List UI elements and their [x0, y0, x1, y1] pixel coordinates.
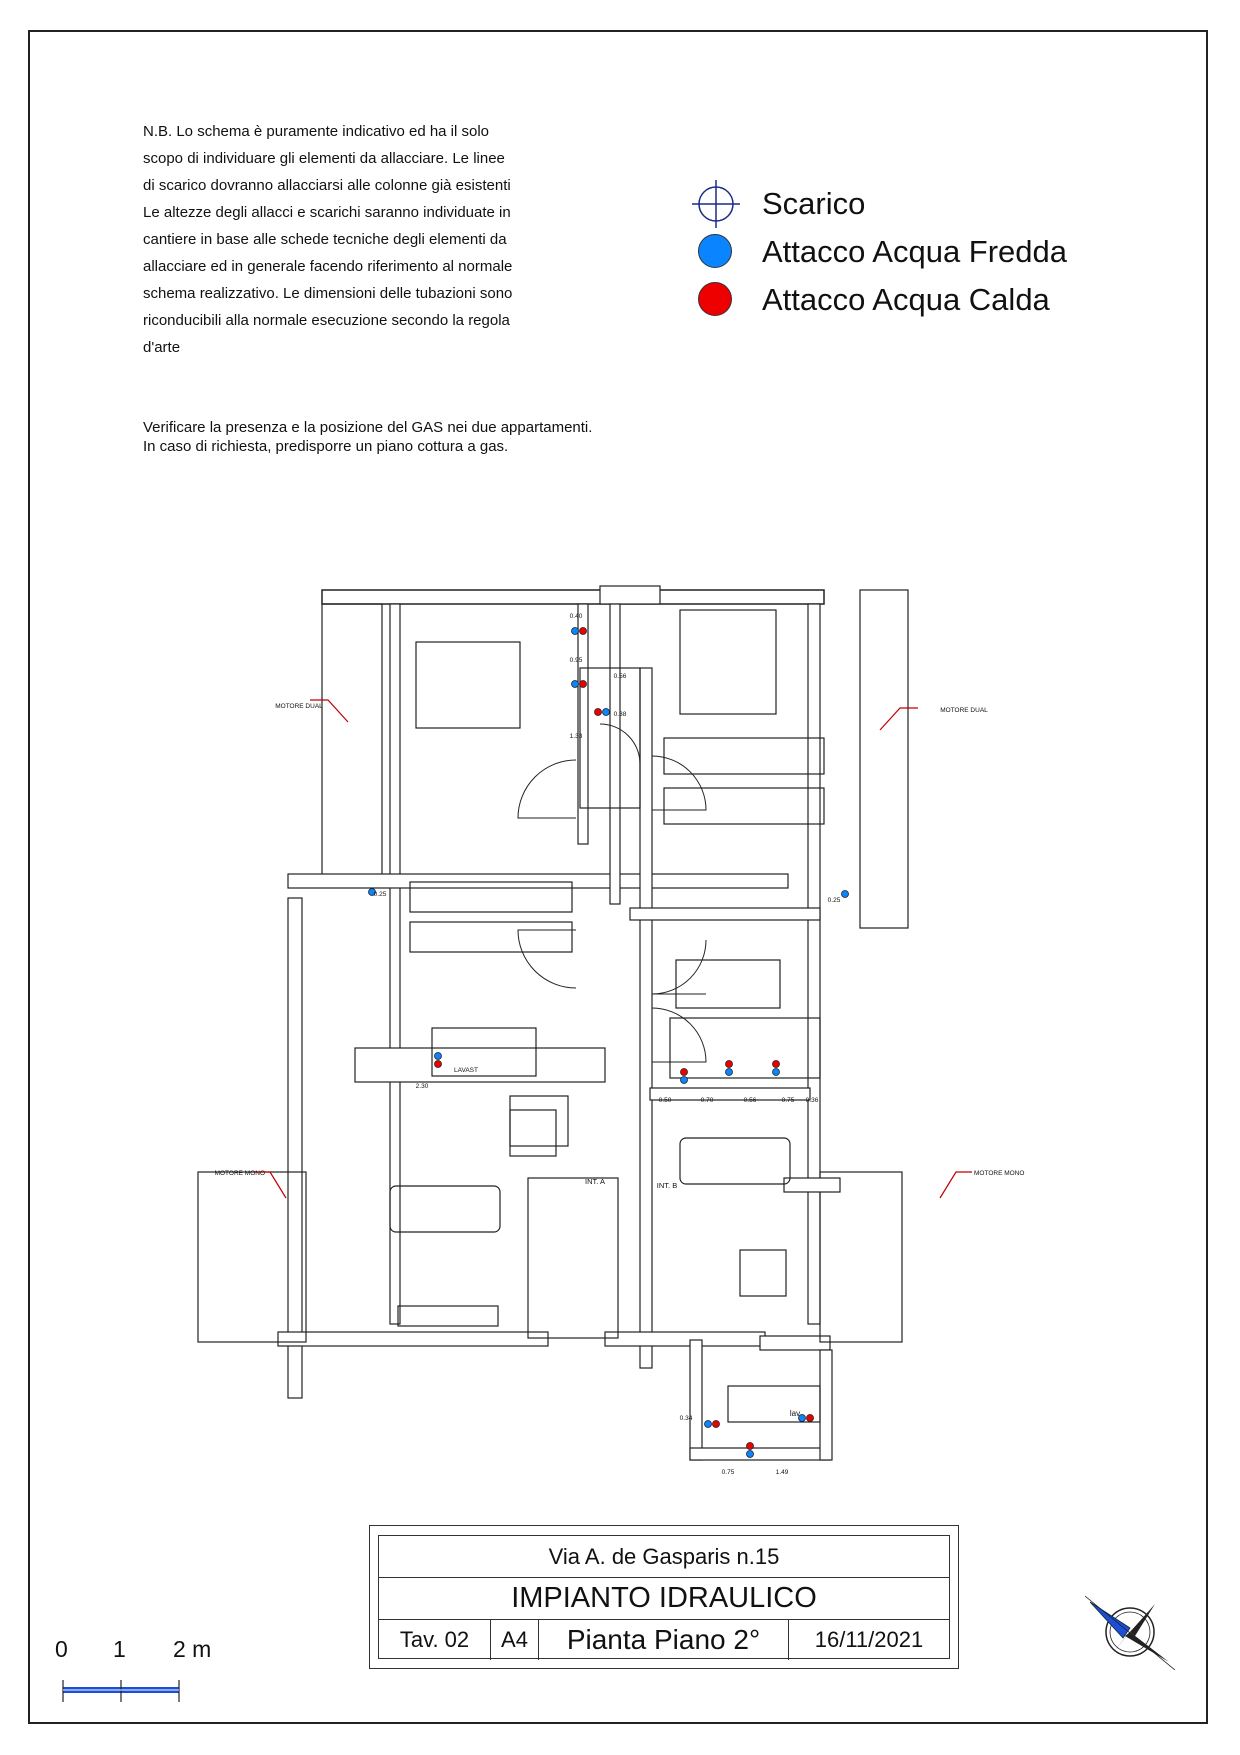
wall	[288, 874, 788, 888]
wardrobe	[664, 788, 824, 824]
dimension-label: 0.38	[613, 711, 627, 718]
wall	[784, 1178, 840, 1192]
dimension-label: 0.25	[373, 891, 387, 898]
tv-unit	[398, 1306, 498, 1326]
door-swing	[518, 930, 576, 988]
title-block-date: 16/11/2021	[814, 1627, 924, 1652]
hot-water-point	[435, 1061, 442, 1068]
double-bed	[416, 642, 520, 728]
dimension-label: 2.30	[415, 1083, 429, 1090]
dimension-label: 0.56	[743, 1097, 757, 1104]
wall	[322, 590, 824, 604]
scale-label-0: 0	[55, 1636, 68, 1662]
hot-water-point	[807, 1415, 814, 1422]
dimension-label: 1.49	[775, 1469, 789, 1476]
dimension-label: 0.40	[569, 613, 583, 620]
cold-water-dot-icon	[692, 228, 740, 276]
wall	[690, 1448, 830, 1460]
single-bed	[676, 960, 780, 1008]
wall	[288, 898, 302, 1398]
title-block-info-row	[379, 1620, 949, 1660]
label-motore-mono-right: MOTORE MONO	[974, 1170, 1025, 1177]
title-block-address: Via A. de Gasparis n.15	[379, 1536, 949, 1578]
legend	[692, 180, 1067, 324]
scale-label-1: 1	[113, 1636, 126, 1662]
balcony	[860, 590, 908, 928]
wall	[820, 1350, 832, 1460]
door-swing	[652, 940, 706, 994]
hot-water-point	[726, 1061, 733, 1068]
cold-water-point	[572, 681, 579, 688]
hot-water-point	[713, 1421, 720, 1428]
wall	[805, 604, 820, 1324]
technical-note	[143, 118, 563, 361]
cold-water-point	[705, 1421, 712, 1428]
door-swing	[518, 760, 576, 818]
double-bed	[680, 610, 776, 714]
hot-water-dot-icon	[692, 276, 740, 324]
hot-water-point	[580, 681, 587, 688]
cold-water-point	[572, 628, 579, 635]
note-line: cantiere in base alle schede tecniche degli elementi da	[143, 231, 507, 248]
label-int-a: INT. A	[584, 1177, 606, 1186]
dimension-label: 1.33	[569, 733, 583, 740]
label-motore-dual-right: MOTORE DUAL	[940, 707, 988, 714]
wall	[630, 908, 820, 920]
floor-plan	[180, 578, 1040, 1508]
note-line: N.B. Lo schema è puramente indicativo ed ha il solo	[143, 123, 490, 140]
title-block-title: IMPIANTO IDRAULICO	[379, 1578, 949, 1620]
door-swing	[652, 1008, 706, 1062]
sofa	[390, 1186, 500, 1232]
note-line: allacciare ed in generale facendo riferimento al normale	[143, 258, 513, 275]
hot-water-point	[681, 1069, 688, 1076]
drain-crosshair-icon	[692, 180, 740, 228]
note-line: di scarico dovranno allacciarsi alle colonne già esistenti	[143, 177, 511, 194]
scale-label-2m: 2 m	[173, 1636, 212, 1662]
note-line: d'arte	[143, 339, 181, 356]
kitchen-counter	[728, 1386, 820, 1422]
dimension-label: 0.34	[679, 1415, 693, 1422]
dimension-label: 0.95	[569, 657, 583, 664]
sofa	[680, 1138, 790, 1184]
wardrobe	[664, 738, 824, 774]
dimension-label: 0.56	[613, 673, 627, 680]
wall	[390, 604, 400, 1324]
wall	[278, 1332, 548, 1346]
hot-water-point	[580, 628, 587, 635]
cold-water-point	[773, 1069, 780, 1076]
label-lavast: LAVAST	[454, 1067, 478, 1074]
dimension-label: 0.75	[781, 1097, 795, 1104]
dining-table	[740, 1250, 786, 1296]
compass-rose-icon	[1085, 1590, 1175, 1670]
balcony	[322, 604, 382, 876]
wardrobe	[410, 922, 572, 952]
balcony	[820, 1172, 902, 1342]
entrance-hall	[528, 1178, 618, 1338]
door-swing	[652, 756, 706, 810]
note-line: Le altezze degli allacci e scarichi saranno individuate in	[143, 204, 511, 221]
title-block-tav: Tav. 02	[379, 1620, 491, 1660]
kitchen-counter	[355, 1048, 605, 1082]
legend-label-hot-water: Attacco Acqua Calda	[762, 282, 1050, 317]
wall	[690, 1340, 702, 1460]
hot-water-point	[747, 1443, 754, 1450]
cold-water-point	[681, 1077, 688, 1084]
legend-item-scarico	[692, 180, 1067, 228]
note-line: scopo di individuare gli elementi da allacciare. Le linee	[143, 150, 505, 167]
title-block-format: A4	[491, 1620, 539, 1660]
dimension-label: 0.75	[721, 1469, 735, 1476]
dimension-label: 0.36	[805, 1097, 819, 1104]
wall	[610, 604, 620, 904]
legend-item-cold-water	[692, 228, 1067, 276]
cold-water-point	[842, 891, 849, 898]
label-int-b: INT. B	[656, 1181, 678, 1190]
cold-water-point	[747, 1451, 754, 1458]
gas-note-line-1: Verificare la presenza e la posizione del GAS nei due appartamenti.	[143, 419, 593, 436]
wall	[510, 1096, 568, 1146]
legend-item-hot-water	[692, 276, 1067, 324]
note-line: schema realizzativo. Le dimensioni delle tubazioni sono	[143, 285, 513, 302]
label-motore-mono-left: MOTORE MONO	[214, 1170, 265, 1177]
dimension-label: 0.25	[827, 897, 841, 904]
cold-water-point	[726, 1069, 733, 1076]
scale-bar	[55, 1636, 255, 1706]
wall	[640, 668, 652, 1368]
legend-label-cold-water: Attacco Acqua Fredda	[762, 234, 1068, 269]
leader-line	[940, 1172, 972, 1198]
cold-water-dot	[698, 234, 732, 268]
dimension-label: 0.50	[658, 1097, 672, 1104]
leader-line	[880, 708, 918, 730]
hot-water-point	[595, 709, 602, 716]
hot-water-dot	[698, 282, 732, 316]
title-block-subject: Pianta Piano 2°	[539, 1620, 789, 1660]
wall	[605, 1332, 765, 1346]
scale-bar-graphic	[55, 1680, 185, 1702]
title-block	[369, 1525, 959, 1669]
note-line: riconducibili alla normale esecuzione secondo la regola	[143, 312, 510, 329]
cold-water-point	[603, 709, 610, 716]
cold-water-point	[435, 1053, 442, 1060]
label-motore-dual-left: MOTORE DUAL	[275, 703, 323, 710]
label-lav: lav	[789, 1409, 801, 1418]
hot-water-point	[773, 1061, 780, 1068]
window-top	[600, 586, 660, 604]
dimension-label: 0.70	[700, 1097, 714, 1104]
title-block-inner	[378, 1535, 950, 1659]
gas-note	[143, 418, 592, 456]
gas-note-line-2: In caso di richiesta, predisporre un piano cottura a gas.	[143, 438, 509, 455]
legend-label-scarico: Scarico	[762, 186, 866, 221]
